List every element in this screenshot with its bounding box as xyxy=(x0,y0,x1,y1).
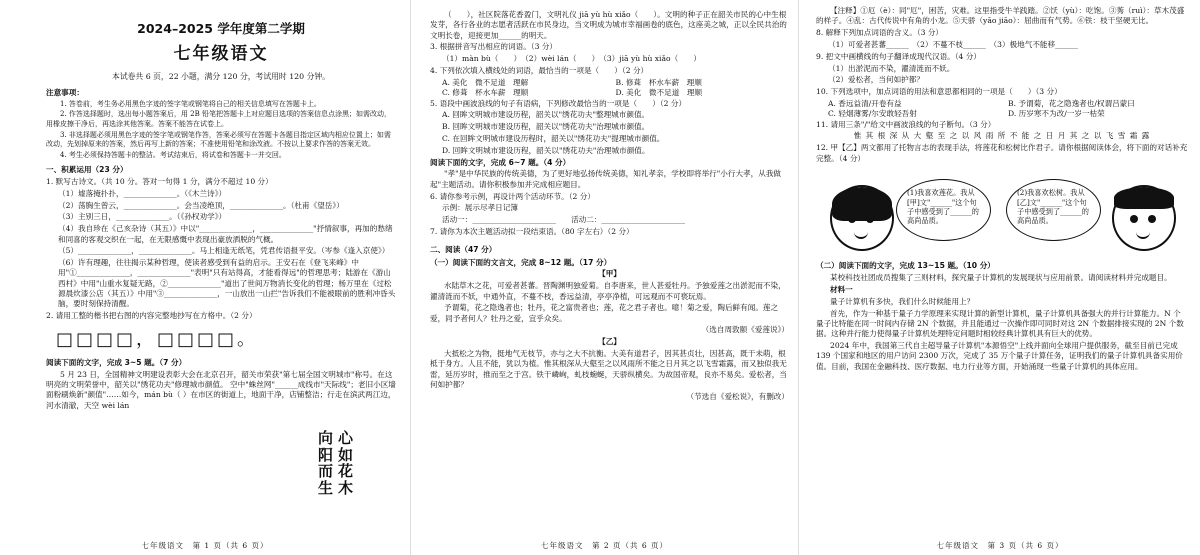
option[interactable]: A. 香远益清/开卷有益 xyxy=(828,99,902,108)
page-footer: 七年级语文 第 1 页（共 6 页） xyxy=(141,540,269,550)
answer-grid[interactable]: □□□□，□□□□。 xyxy=(56,328,259,350)
material-label: 材料一 xyxy=(830,285,853,294)
column-divider xyxy=(410,0,411,555)
page-3 xyxy=(800,0,1200,555)
question-5: 5. 语段中画波浪线的句子有语病，下列修改最恰当的一项是（ ）（2 分） xyxy=(430,98,687,108)
question-12: 12. 甲【乙】两文都用了托物言志的表现手法，将莲花和松树比作君子。请你根据阅读体会，将下面的对话补充完整。（4 分） xyxy=(816,143,1188,163)
q9-item: （1）出淤泥而不染，濯清涟而不妖。 xyxy=(828,63,955,73)
notice-item: 1. 答卷前，考生务必用黑色字迹的签字笔或钢笔将自己的相关信息填写在答题卡上。 xyxy=(60,99,321,108)
q1-line: （6）许有理趣，往往揭示某种哲理，使读者感受到有益的启示。王安石在《登飞来峰》中用"①______________，______________"表明"只有站得高，才能看得远"的哲理思考；陆游在《游山西村》中用"山重水复疑无路，②______________"道出了世间万物消长变化的哲理；杨万里在《过松源晨炊漆公店（其五）》中用"③______________，一山放出一山拦"告诉我们不能被眼前的胜利冲昏头脑，要时刻保持清醒。 xyxy=(58,258,396,309)
option[interactable]: B. 修葺 杯水车薪 理顺 xyxy=(615,77,702,87)
material-question: 量子计算机有多快，我们什么时候能用上？ xyxy=(830,296,975,306)
question-8: 8. 解释下列加点词语的含义。（3 分） xyxy=(816,28,944,38)
q11-text: 惟 其 根 深 从 大 壑 至 之 以 风 雨 所 不 能 之 日 月 其 之 以 飞 雪 霜 露 xyxy=(853,131,1151,141)
question-1: 1. 默写古诗文。（共 10 分。答对一句得 1 分，满分不超过 10 分） xyxy=(46,176,273,186)
q1-line: （1）墟落掩扑扑，______________。（《木兰诗》） xyxy=(58,188,227,198)
calligraphy-col: 心 如 花 木 xyxy=(338,429,354,497)
passage-source: （选自周敦颐《爱莲说》） xyxy=(701,325,789,335)
question-9: 9. 把文中画横线的句子翻译成现代汉语。（4 分） xyxy=(816,51,981,61)
passage-yi: 大抵松之为物，挺地气无枝节，亦与之大不抗衡。大美有道君子，因其甚贞壮，因甚高，既干未萌，根柢于身方。人且不能，犹以为植。惟其根深从大壑至之以风雨所不能之日月其之以飞雪霜露，而又独似我无雷，延历岁时，推而至之于宫。铁干嶙峋，虬枝蜿蜒，天骄纵横矣。为故国帝观，良亦不易矣。爱松者，当何如护都？ xyxy=(430,349,787,389)
calligraphy-col: 向 阳 而 生 xyxy=(318,429,334,497)
reading-text: "孝"是中华民族的传统美德，为了更好地弘扬传统美德，知礼孝亲，学校即将举行"小行大孝，从我做起"主题活动。请你积极参加并完成相应题目。 xyxy=(430,169,782,189)
notice-list xyxy=(46,100,396,161)
annotations: 【注释】①厄（è）：同"厄"，困苦，灾难。这里指受牛羊践踏。②饫（yù）：吃饱。③莠（ruì）：草木茂盛的样子。④乱：古代传说中有角的小龙。⑤天骄（yāo jiāo）：屈曲而有气势。⑥铁：枝干坚硬无比。 xyxy=(816,6,1185,26)
option[interactable]: D. 历岁寒不为改/一岁一枯荣 xyxy=(1008,109,1105,119)
dialogue-illustration xyxy=(816,165,1188,261)
q4-options xyxy=(430,78,789,99)
question-10: 10. 下列选项中，加点词语的用法和意思都相同的一项是（ ）（3 分） xyxy=(816,87,1062,97)
option[interactable]: C. 修葺 杯水车薪 理顺 xyxy=(442,88,529,98)
q10-options xyxy=(816,99,1188,120)
page-footer: 七年级语文 第 2 页（共 6 页） xyxy=(540,540,669,550)
question-7: 7. 请你为本次主题活动拟一段结束语。（80 字左右）（2 分） xyxy=(430,226,634,236)
column-divider xyxy=(798,0,799,555)
passage-label: 【乙】 xyxy=(598,337,621,347)
question-11: 11. 请用三条"/"给文中画波浪线的句子断句。（3 分） xyxy=(816,119,996,129)
passage-source: （节选自《爱松说》，有删改） xyxy=(686,391,789,401)
option[interactable]: C. 轻烟薄雾/尔安敢轻吾射 xyxy=(828,109,917,119)
girl-avatar xyxy=(830,185,894,251)
subsection-heading: （二）阅读下面的文字，完成 13~15 题。（10 分） xyxy=(816,261,995,271)
question-4: 4. 下列依次填入横线处的词语，最恰当的一项是（ ）（2 分） xyxy=(430,66,649,76)
calligraphy-image xyxy=(318,430,358,496)
subsection-heading: （一）阅读下面的文言文，完成 8~12 题。（17 分） xyxy=(430,257,612,267)
q8-items: （1）可爱者甚蕃______ （2）不蔓不枝______ （3）极地气不能移______ xyxy=(828,39,1078,49)
option[interactable]: C. 在回眸文明城市建设历程时，韶关以"绣花功夫"提理城市颜值。 xyxy=(442,133,665,143)
notice-item: 3. 非选择题必须用黑色字迹的签字笔或钢笔作答，答案必须写在答题卡各题目指定区域内相应位置上；如需改动，先划掉原来的答案，然后再写上新的答案；不准使用铅笔和涂改液。不按以上要求作答的答案无效。 xyxy=(46,130,391,149)
option[interactable]: B. 予谓菊，花之隐逸者也/权谓吕蒙曰 xyxy=(1008,99,1135,108)
option[interactable]: D. 美化 微不足道 理顺 xyxy=(615,88,703,98)
page-footer: 七年级语文 第 3 页（共 6 页） xyxy=(936,540,1064,550)
notice-heading: 注意事项： xyxy=(46,87,84,97)
passage-jia: 予谓菊，花之隐逸者也；牡丹，花之富贵者也；莲，花之君子者也。噫！菊之爱，陶后鲜有闻。莲之爱，同予者何人？牡丹之爱，宜乎众矣。 xyxy=(430,303,779,323)
passage-label: 【甲】 xyxy=(598,269,621,279)
section-heading: 二、阅读（47 分） xyxy=(430,245,497,255)
q3-pinyin: （1）màn bù（ ） （2）wèi lán（ ） （3）jiā yù hù xiǎo（ ） xyxy=(442,54,701,64)
subsection-intro: 某校科技社团成员搜集了三则材料，探究量子计算机的发展现状与应用前景。请阅读材料并完成题目。 xyxy=(830,273,1172,283)
option[interactable]: A. 回眸文明城市建设历程，韶关以"绣花功夫"整理城市颜值。 xyxy=(442,110,650,120)
speech-bubble-2: (2)我喜欢松树。我从[乙]文"______"这个句子中感受到了______的高尚品质。 xyxy=(1006,179,1101,241)
exam-info: 本试卷共 6 页，22 小题，满分 120 分，考试用时 120 分钟。 xyxy=(112,72,330,82)
option[interactable]: B. 回眸文明城市建设历程，韶关以"绣花功夫"治理城市颜值。 xyxy=(442,122,650,132)
section-heading: 一、积累运用（23 分） xyxy=(46,164,128,174)
q1-line: （3）主别三日，______________。（《孙权劝学》） xyxy=(58,212,227,222)
reading-heading: 阅读下面的文字，完成 6~7 题。（4 分） xyxy=(430,157,571,167)
option[interactable]: A. 美化 微不足道 理解 xyxy=(442,77,529,87)
boy-avatar xyxy=(1112,185,1176,251)
material-paragraph: 首先，作为一种基于量子力学原理来实现计算的新型计算机，量子计算机具备强大的并行计算能力。N 个量子比特能在同一时间内存储 2N 个数据，并且能通过一次操作即可同时对这 2N 个数据排接实现的 2N 个数据。这种并行能力使得量子计算机处理特定问题时相较经典计算机具有巨大的优势。 xyxy=(816,308,1184,339)
q1-line: （2）荡胸生曾云，______________。会当凌绝顶，______________。（杜甫《望岳》） xyxy=(58,200,344,210)
notice-item: 2. 作答选择题时，选出每小题答案后，用 2B 铅笔把答题卡上对应题目选项的答案信息点涂黑；如需改动，用橡皮擦干净后，再选涂其他答案。答案不能答在试卷上。 xyxy=(46,110,391,128)
page-1 xyxy=(0,0,410,555)
exam-term-title: 2024–2025 学年度第二学期 xyxy=(137,21,305,36)
page-2 xyxy=(412,0,797,555)
q1-line: （5）______________，______________。马上相逢无纸笔，凭君传语报平安。（岑参《逢入京使》） xyxy=(58,246,390,256)
q1-line: （4）我自珍在《己亥杂诗（其五）》中以"______________，______________"抒情叙事，再加的愁绪和同喜的客观交织在一起，在无限感慨中表现出豪放洒脱的气概。 xyxy=(58,224,393,244)
q6-blanks[interactable]: 活动一：______________________ 活动二：______________________ xyxy=(442,215,685,225)
speech-bubble-1: (1)我喜欢莲花。我从[甲]文"______"这个句子中感受到了______的高尚品质。 xyxy=(896,179,991,241)
passage-jia: 水陆草木之花，可爱者甚蕃。晋陶渊明独爱菊。自李唐来，世人甚爱牡丹。予独爱莲之出淤泥而不染，濯清涟而不妖，中通外直，不蔓不枝，香远益清，亭亭净植，可远观而不可亵玩焉。 xyxy=(430,281,786,301)
q9-item: （2）爱松者，当何如护都？ xyxy=(828,75,924,85)
reading-text-cont: （ ），社区院落花香盈门，文明礼仪 jiā yù hù xiǎo（ ）。文明的种子正在韶关市民的心中生根发芽，各行各业的志愿者活跃在市民身边，当文明成为城市幸福画卷的底色，这座美之城，正以全民共治的文明长卷，迎接更加______的明天。 xyxy=(430,10,787,40)
notice-item: 4. 考生必须保持答题卡的整洁。考试结束后，将试卷和答题卡一并交回。 xyxy=(60,151,286,160)
material-paragraph: 2024 年中，我国第三代自主超导量子计算机"本源悟空"上线并面向全球用户提供服务，截至目前已完成 139 个国家和地区的用户访问 2300 万次，完成了 35 万个量子计算任务，证明我们的量子计算机具备实用价值。目前，我国在金融科技、医疗数据、电力行业等方面，开始涌现一些量子计算机的具体应用。 xyxy=(816,341,1183,371)
question-6: 6. 请你参考示例，再设计两个活动环节。（2 分） xyxy=(430,191,595,201)
question-3: 3. 根据拼音写出相应的词语。（3 分） xyxy=(430,42,558,52)
question-2: 2. 请用工整的楷书把右图的内容完整地抄写在方格中。（2 分） xyxy=(46,311,257,321)
q6-example: 示例：展示尽孝日记簿 xyxy=(442,203,518,213)
reading-text: 5 月 23 日，全国精神文明建设表彰大会在北京召开，韶关市荣获"第七届全国文明城市"称号。在这明亮的文明荣誉中，韶关以"绣花功夫"修理城市颜值。 空中"蛛丝网"______成线市"天际线"；老旧小区墙面粉刷焕新"颜值"……如今，mán bù（ ）在市区的街道上，地面干净，店铺整洁；行走在滨武两江边，河水清澈，天空 wèi lán xyxy=(46,369,396,410)
option[interactable]: D. 回眸文明城市建设历程，韶关以"绣花功夫"治理城市颜值。 xyxy=(442,145,650,155)
reading-heading: 阅读下面的文字，完成 3~5 题。（7 分） xyxy=(46,357,187,367)
exam-subject-title: 七年级语文 xyxy=(173,44,269,64)
